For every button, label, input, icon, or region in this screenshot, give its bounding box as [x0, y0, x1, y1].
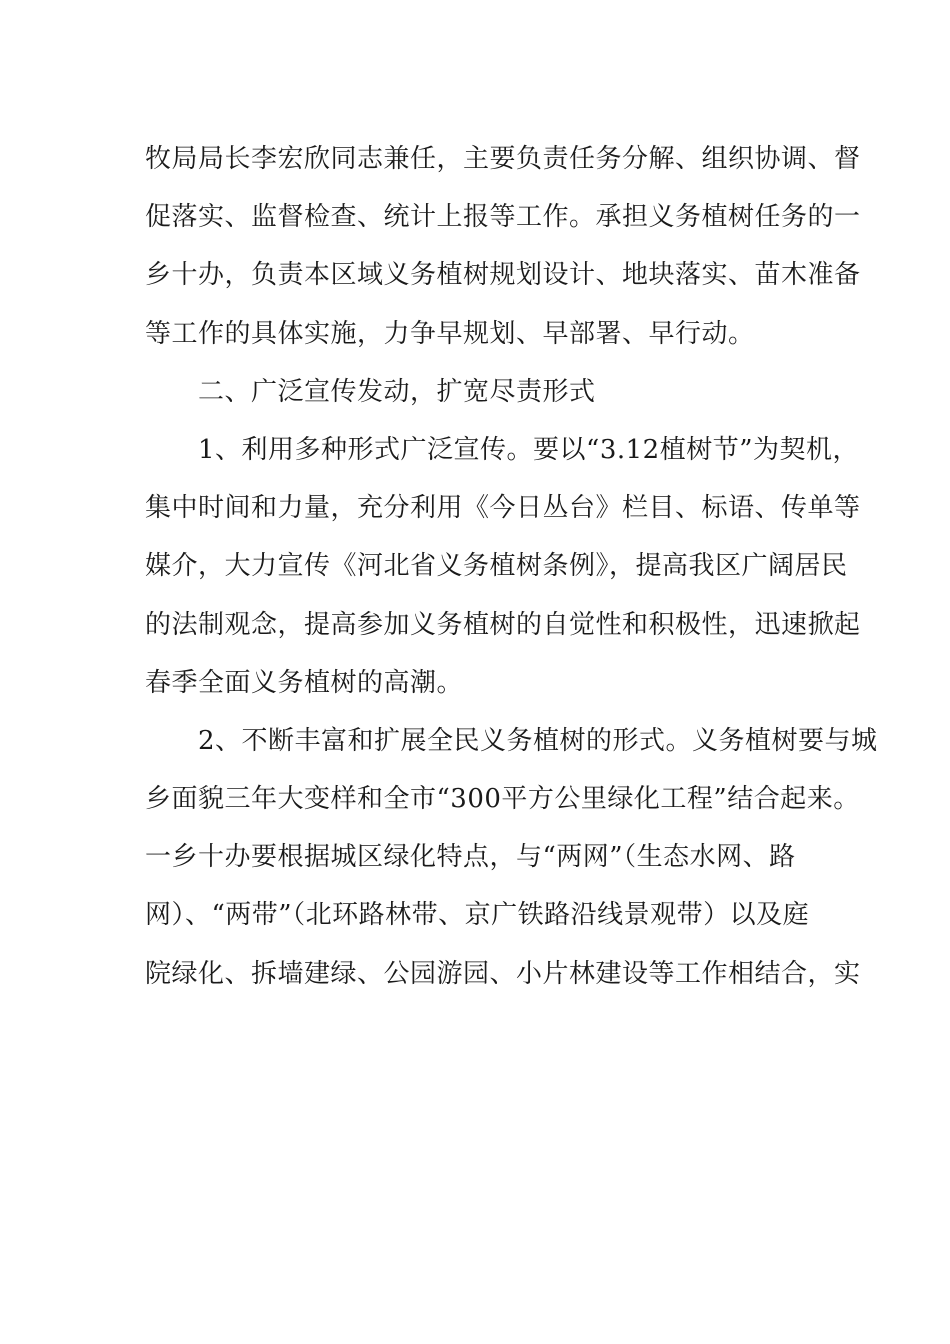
text-line: 院绿化、拆墙建绿、公园游园、小片林建设等工作相结合，实	[145, 958, 861, 989]
text-line: 一乡十办要根据城区绿化特点，与“两网”（生态水网、路	[145, 842, 796, 873]
text-line: 2、不断丰富和扩展全民义务植树的形式。义务植树要与城	[145, 725, 878, 756]
text-line: 的法制观念，提高参加义务植树的自觉性和积极性，迅速掀起	[145, 609, 861, 640]
section-heading: 二、广泛宣传发动，扩宽尽责形式	[145, 376, 596, 407]
text-line: 等工作的具体实施，力争早规划、早部署、早行动。	[145, 318, 755, 349]
text-line: 1、利用多种形式广泛宣传。要以“3.12植树节”为契机，	[145, 434, 860, 465]
text-line: 乡十办，负责本区域义务植树规划设计、地块落实、苗木准备	[145, 260, 861, 291]
text-line: 乡面貌三年大变样和全市“300平方公里绿化工程”结合起来。	[145, 784, 860, 815]
text-line: 促落实、监督检查、统计上报等工作。承担义务植树任务的一	[145, 202, 861, 233]
body-text	[145, 130, 878, 1003]
text-line: 牧局局长李宏欣同志兼任，主要负责任务分解、组织协调、督	[145, 144, 861, 174]
text-line: 春季全面义务植树的高潮。	[145, 667, 464, 698]
text-line: 网）、“两带”（北环路林带、京广铁路沿线景观带）以及庭	[145, 900, 810, 931]
text-line: 媒介，大力宣传《河北省义务植树条例》，提高我区广阔居民	[145, 551, 848, 582]
text-line: 集中时间和力量，充分利用《今日丛台》栏目、标语、传单等	[145, 493, 861, 524]
